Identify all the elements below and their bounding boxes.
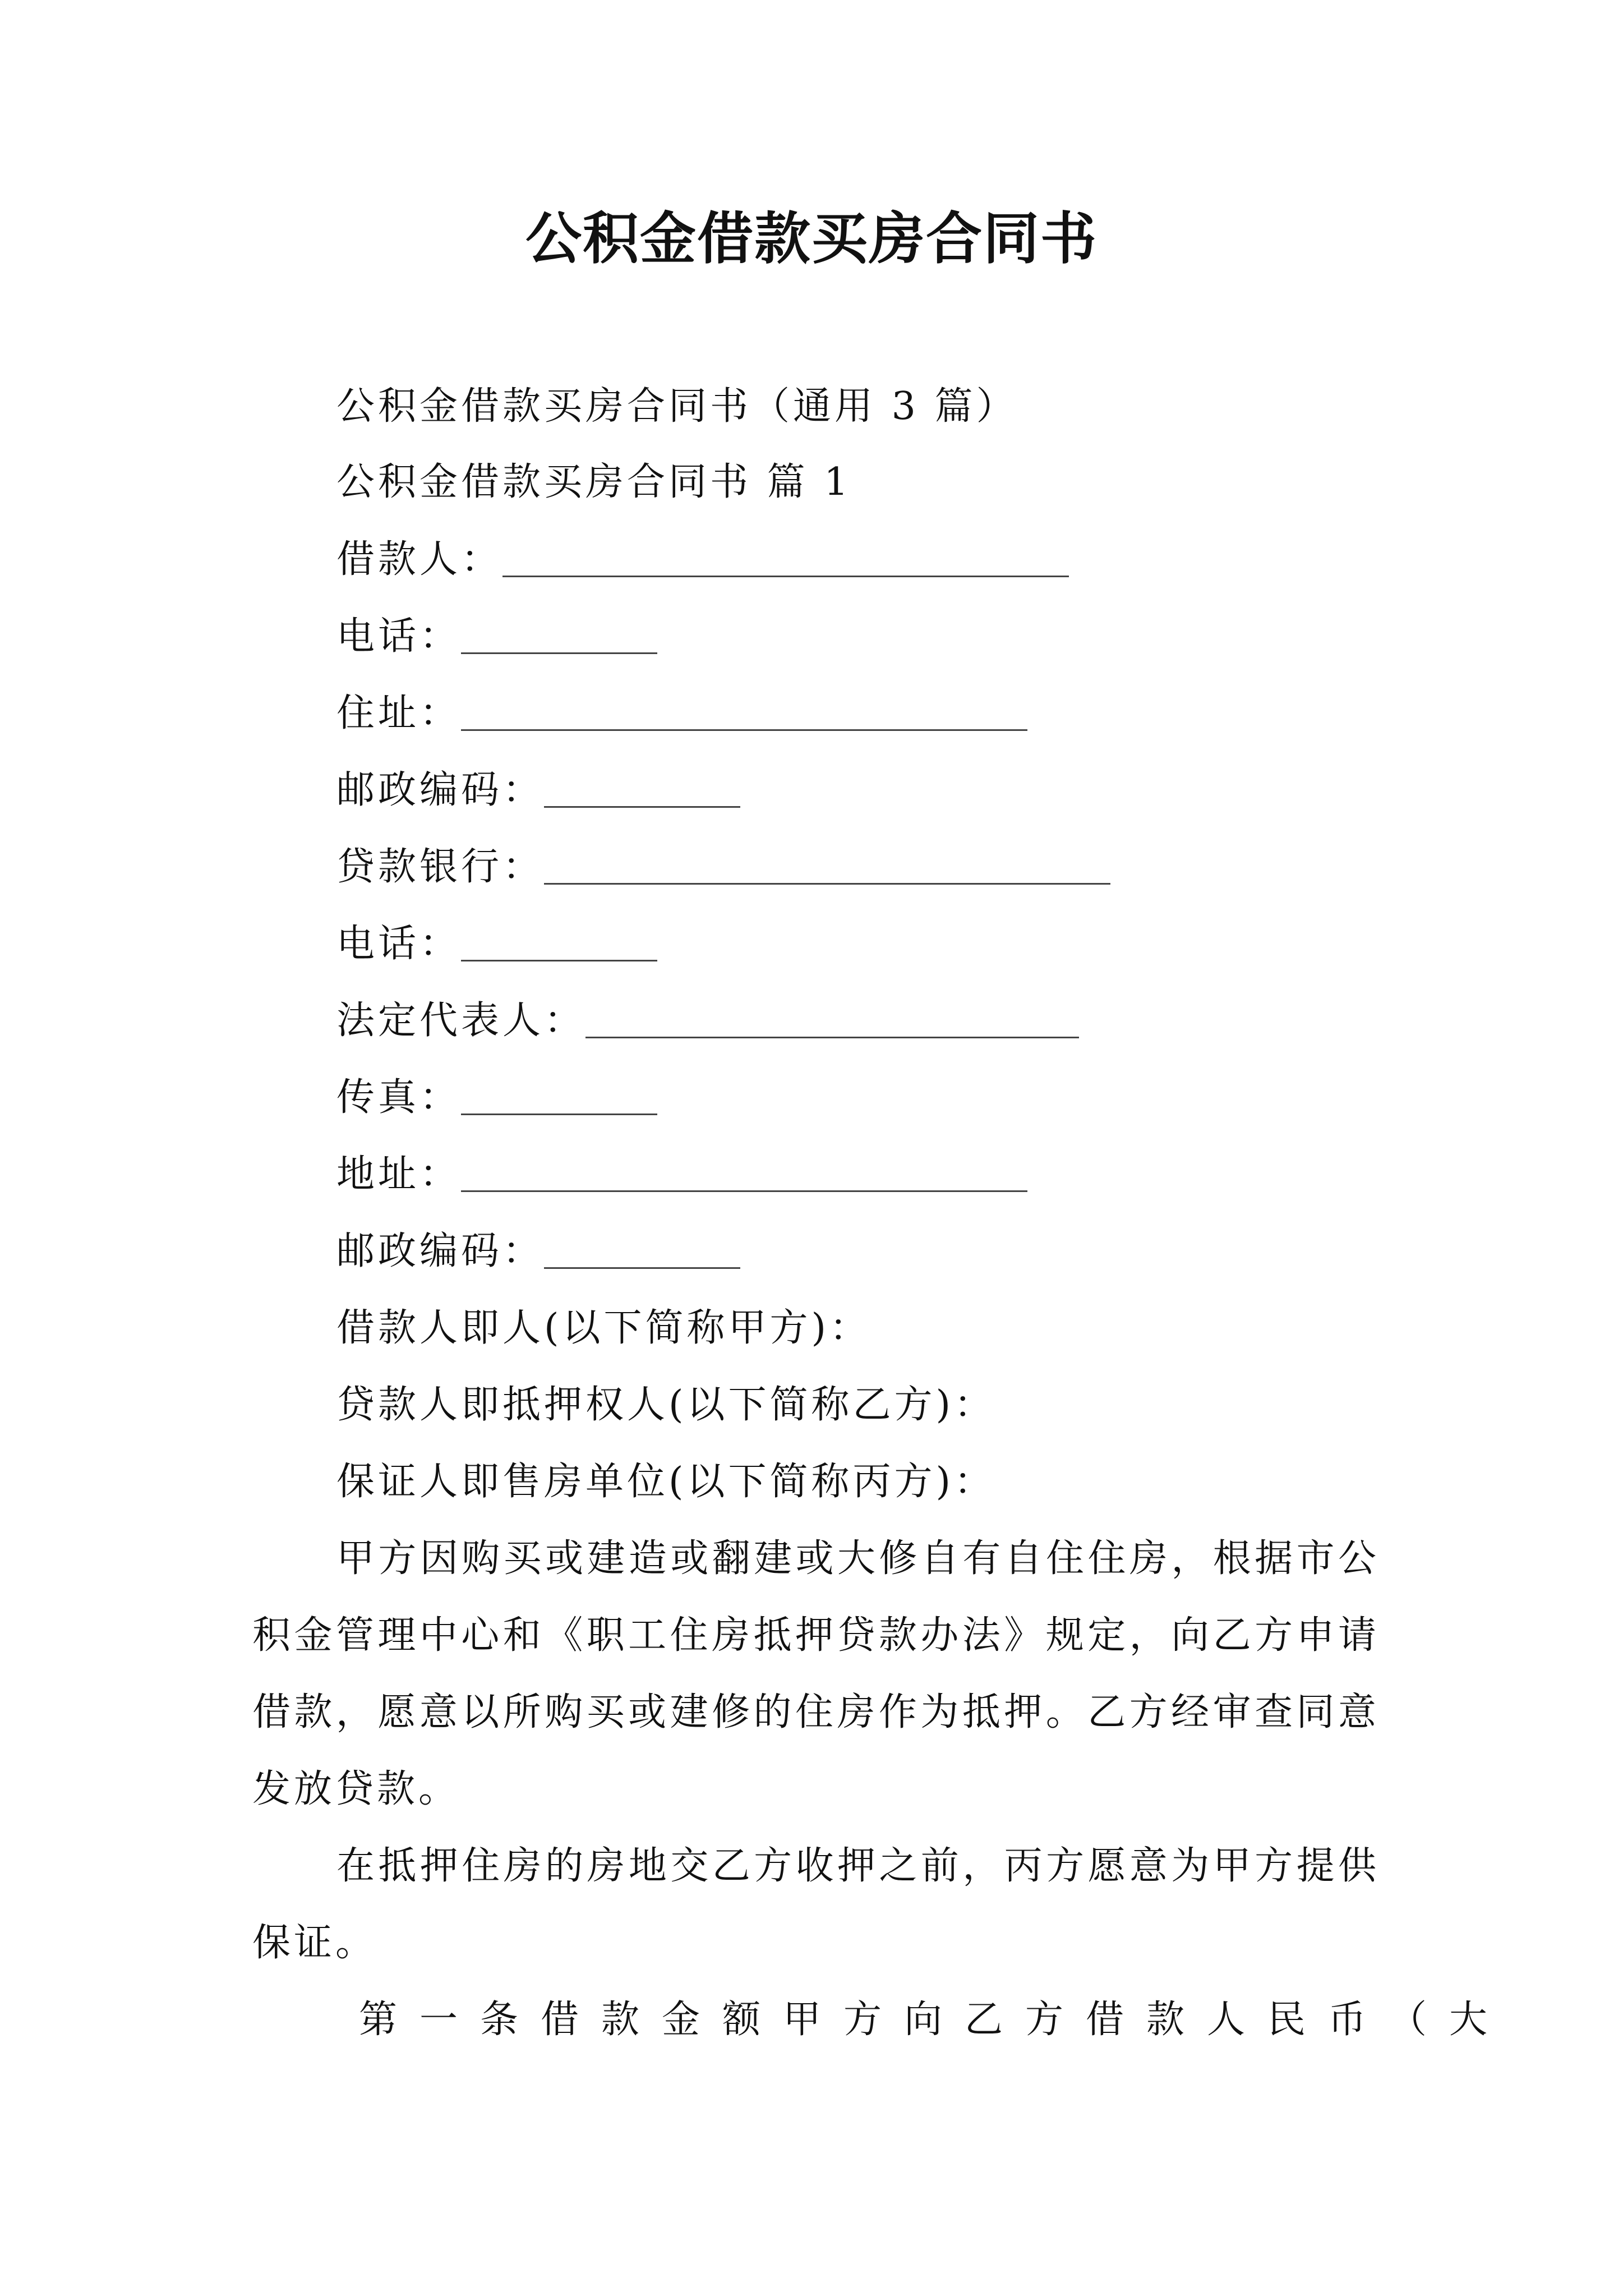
field-bank-postcode bbox=[336, 1226, 740, 1277]
fill-in-blank bbox=[461, 729, 1027, 731]
field-legal-representative bbox=[336, 996, 1079, 1046]
field-borrower bbox=[336, 535, 1069, 585]
article-one-paragraph: 第一条借款金额甲方向乙方借款人民币（大 bbox=[359, 1998, 1510, 2042]
party-a-line: 借款人即人(以下简称甲方)： bbox=[336, 1306, 872, 1350]
field-label: 邮政编码： bbox=[336, 1229, 545, 1273]
fill-in-blank bbox=[461, 960, 657, 961]
field-label: 邮政编码： bbox=[336, 768, 545, 812]
field-address bbox=[336, 1149, 1027, 1200]
field-fax bbox=[336, 1073, 657, 1123]
fill-in-blank bbox=[585, 1037, 1079, 1038]
fill-in-blank bbox=[544, 806, 740, 808]
field-label: 电话： bbox=[336, 922, 462, 966]
fill-in-blank bbox=[461, 652, 657, 654]
field-label: 借款人： bbox=[336, 537, 503, 582]
fill-in-blank bbox=[461, 1190, 1027, 1192]
body-paragraph: 在抵押住房的房地交乙方收押之前，丙方愿意为甲方提供保证。 bbox=[252, 1844, 1380, 1965]
fill-in-blank bbox=[461, 1114, 657, 1115]
field-phone bbox=[336, 611, 657, 662]
field-lending-bank bbox=[336, 842, 1110, 892]
field-label: 住址： bbox=[336, 691, 462, 735]
section-heading: 公积金借款买房合同书 篇 1 bbox=[336, 460, 852, 504]
field-label: 地址： bbox=[336, 1152, 462, 1197]
document-subtitle: 公积金借款买房合同书（通用 3 篇） bbox=[336, 384, 1018, 429]
document-title: 公积金借款买房合同书 bbox=[525, 205, 1098, 272]
field-postcode bbox=[336, 765, 740, 816]
field-bank-phone bbox=[336, 919, 657, 969]
party-b-line: 贷款人即抵押权人(以下简称乙方)： bbox=[336, 1383, 996, 1427]
field-label: 法定代表人： bbox=[336, 999, 586, 1043]
fill-in-blank bbox=[544, 1267, 740, 1269]
field-label: 贷款银行： bbox=[336, 845, 545, 889]
field-label: 电话： bbox=[336, 614, 462, 659]
field-label: 传真： bbox=[336, 1075, 462, 1120]
field-residence bbox=[336, 688, 1027, 739]
fill-in-blank bbox=[544, 883, 1110, 885]
fill-in-blank bbox=[502, 576, 1069, 577]
body-paragraph: 甲方因购买或建造或翻建或大修自有自住住房，根据市公积金管理中心和《职工住房抵押贷款办法》规定，向乙方申请借款，愿意以所购买或建修的住房作为抵押。乙方经审查同意发放贷款。 bbox=[252, 1536, 1380, 1811]
party-c-line: 保证人即售房单位(以下简称丙方)： bbox=[336, 1460, 996, 1504]
